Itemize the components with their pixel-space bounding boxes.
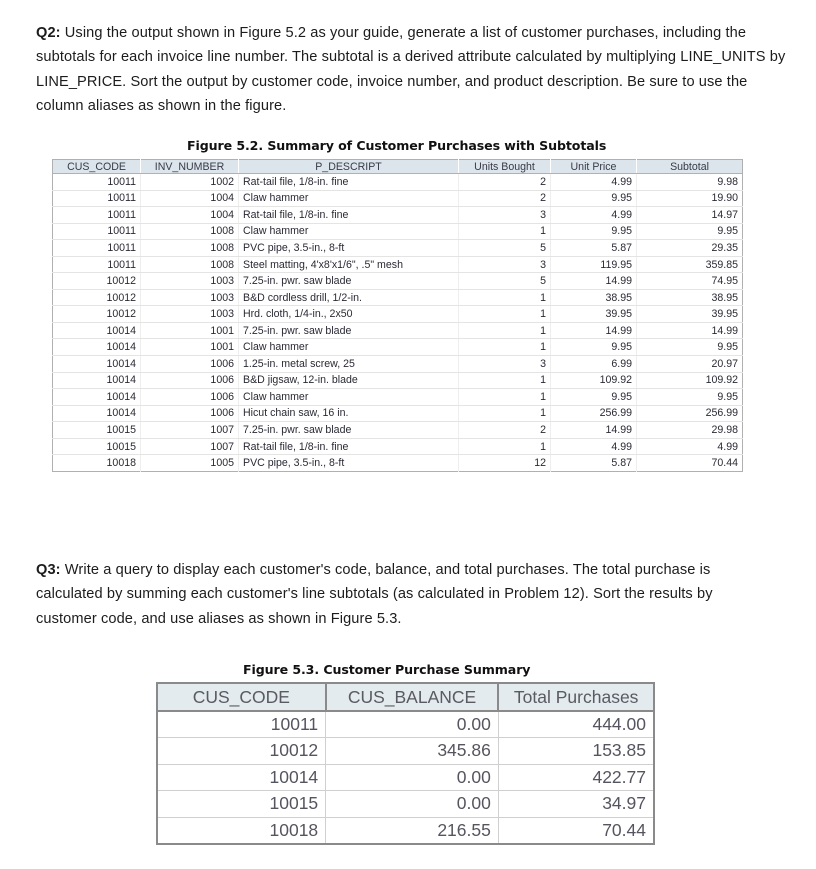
cell-cus-code: 10018 [53,455,141,472]
cell-cus-balance: 0.00 [326,791,499,818]
cell-unit-price: 9.95 [551,190,637,207]
cell-p-descript: Steel matting, 4'x8'x1/6", .5" mesh [239,256,459,273]
cell-p-descript: Hrd. cloth, 1/4-in., 2x50 [239,306,459,323]
column-header-unit-price: Unit Price [551,160,637,174]
cell-subtotal: 256.99 [637,405,743,422]
column-header-units-bought: Units Bought [459,160,551,174]
cell-subtotal: 20.97 [637,356,743,373]
cell-unit-price: 5.87 [551,240,637,257]
cell-unit-price: 6.99 [551,356,637,373]
cell-p-descript: Claw hammer [239,339,459,356]
cell-subtotal: 109.92 [637,372,743,389]
cell-inv-number: 1004 [141,190,239,207]
cell-subtotal: 4.99 [637,438,743,455]
cell-p-descript: 7.25-in. pwr. saw blade [239,273,459,290]
cell-cus-code: 10014 [53,405,141,422]
table-row [53,389,743,406]
cell-inv-number: 1008 [141,240,239,257]
column-header-subtotal: Subtotal [637,160,743,174]
cell-p-descript: B&D jigsaw, 12-in. blade [239,372,459,389]
table-row [53,190,743,207]
cell-cus-code: 10015 [53,438,141,455]
table-row [53,207,743,224]
question-2-paragraph [36,21,786,119]
cell-total-purchases: 34.97 [498,791,654,818]
cell-unit-price: 38.95 [551,289,637,306]
cell-cus-balance: 0.00 [326,764,499,791]
cell-units-bought: 3 [459,356,551,373]
cell-unit-price: 39.95 [551,306,637,323]
cell-units-bought: 2 [459,422,551,439]
cell-subtotal: 9.95 [637,223,743,240]
cell-cus-balance: 0.00 [326,711,499,738]
cell-p-descript: 7.25-in. pwr. saw blade [239,422,459,439]
cell-cus-code: 10011 [53,174,141,191]
cell-inv-number: 1004 [141,207,239,224]
table-row [53,422,743,439]
cell-cus-code: 10011 [53,223,141,240]
cell-unit-price: 14.99 [551,273,637,290]
cell-unit-price: 256.99 [551,405,637,422]
figure-52-caption: Figure 5.2. Summary of Customer Purchases with Subtotals [187,138,607,153]
cell-total-purchases: 153.85 [498,738,654,765]
cell-p-descript: PVC pipe, 3.5-in., 8-ft [239,240,459,257]
cell-unit-price: 14.99 [551,422,637,439]
cell-subtotal: 74.95 [637,273,743,290]
cell-cus-code: 10012 [53,306,141,323]
cell-units-bought: 1 [459,339,551,356]
cell-p-descript: Claw hammer [239,223,459,240]
table-row [53,322,743,339]
cell-subtotal: 19.90 [637,190,743,207]
table-header-row [157,683,654,711]
cell-inv-number: 1006 [141,389,239,406]
cell-cus-code: 10014 [53,322,141,339]
table-row [157,817,654,844]
cell-inv-number: 1002 [141,174,239,191]
cell-inv-number: 1008 [141,256,239,273]
cell-inv-number: 1003 [141,306,239,323]
table-row [53,405,743,422]
table-header-row [53,160,743,174]
cell-p-descript: Rat-tail file, 1/8-in. fine [239,174,459,191]
column-header-total-purchases: Total Purchases [498,683,654,711]
cell-inv-number: 1003 [141,289,239,306]
cell-units-bought: 1 [459,322,551,339]
cell-units-bought: 1 [459,372,551,389]
question-3-label: Q3: [36,561,61,578]
table-row [53,306,743,323]
cell-cus-code: 10014 [53,389,141,406]
cell-subtotal: 39.95 [637,306,743,323]
cell-total-purchases: 444.00 [498,711,654,738]
cell-subtotal: 29.98 [637,422,743,439]
cell-subtotal: 9.98 [637,174,743,191]
cell-unit-price: 9.95 [551,223,637,240]
cell-cus-code: 10018 [157,817,326,844]
cell-unit-price: 109.92 [551,372,637,389]
table-row [53,339,743,356]
cell-p-descript: Claw hammer [239,389,459,406]
cell-unit-price: 9.95 [551,389,637,406]
cell-units-bought: 1 [459,438,551,455]
cell-unit-price: 4.99 [551,174,637,191]
table-row [53,273,743,290]
question-2-label: Q2: [36,24,61,41]
cell-subtotal: 14.97 [637,207,743,224]
cell-unit-price: 5.87 [551,455,637,472]
cell-cus-balance: 216.55 [326,817,499,844]
table-row [53,223,743,240]
cell-cus-code: 10014 [53,339,141,356]
cell-units-bought: 5 [459,240,551,257]
cell-unit-price: 14.99 [551,322,637,339]
cell-unit-price: 9.95 [551,339,637,356]
cell-subtotal: 29.35 [637,240,743,257]
cell-units-bought: 1 [459,306,551,323]
cell-p-descript: PVC pipe, 3.5-in., 8-ft [239,455,459,472]
cell-inv-number: 1007 [141,438,239,455]
column-header-inv-number: INV_NUMBER [141,160,239,174]
column-header-cus-balance: CUS_BALANCE [326,683,499,711]
cell-p-descript: 7.25-in. pwr. saw blade [239,322,459,339]
table-row [53,455,743,472]
figure-53-body [157,711,654,844]
table-row [157,791,654,818]
cell-units-bought: 1 [459,289,551,306]
cell-subtotal: 9.95 [637,389,743,406]
cell-cus-code: 10011 [53,190,141,207]
figure-52-body [53,174,743,472]
cell-p-descript: Rat-tail file, 1/8-in. fine [239,438,459,455]
table-row [157,711,654,738]
cell-inv-number: 1007 [141,422,239,439]
cell-total-purchases: 70.44 [602,819,646,840]
cell-unit-price: 4.99 [551,438,637,455]
cell-units-bought: 1 [459,405,551,422]
table-row [157,738,654,765]
question-2-text: Using the output shown in Figure 5.2 as your guide, generate a list of customer purchases, including the subtotals for each invoice line number. The subtotal is a derived attribute calculated by multiplying LINE_UNITS by LINE_PRICE. Sort the output by customer code, invoice number, and product description. Be sure to use the column aliases as shown in the figure. [36,24,786,115]
cell-p-descript: B&D cordless drill, 1/2-in. [239,289,459,306]
cell-subtotal: 70.44 [711,457,738,470]
cell-unit-price: 4.99 [551,207,637,224]
figure-53-table [156,682,655,845]
table-row [53,372,743,389]
cell-inv-number: 1006 [141,405,239,422]
question-3-paragraph [36,558,776,632]
cell-cus-code: 10011 [53,240,141,257]
cell-units-bought: 3 [459,207,551,224]
cell-cus-balance: 345.86 [326,738,499,765]
cell-inv-number: 1001 [141,322,239,339]
cell-cus-code: 10014 [157,764,326,791]
cell-p-descript: 1.25-in. metal screw, 25 [239,356,459,373]
cell-cus-code: 10011 [53,207,141,224]
cell-unit-price: 119.95 [551,256,637,273]
cell-units-bought: 2 [459,174,551,191]
table-row [53,356,743,373]
cell-total-purchases: 422.77 [498,764,654,791]
cell-inv-number: 1006 [141,356,239,373]
cell-units-bought: 12 [459,455,551,472]
column-header-p-descript: P_DESCRIPT [239,160,459,174]
cell-cus-code: 10014 [53,356,141,373]
cell-cus-code: 10011 [157,711,326,738]
cell-inv-number: 1006 [141,372,239,389]
cell-subtotal: 9.95 [637,339,743,356]
cell-cus-code: 10015 [53,422,141,439]
cell-cus-code: 10012 [53,289,141,306]
cell-subtotal: 38.95 [637,289,743,306]
column-header-cus-code: CUS_CODE [157,683,326,711]
cell-inv-number: 1003 [141,273,239,290]
table-row [53,240,743,257]
cell-units-bought: 2 [459,190,551,207]
cell-p-descript: Rat-tail file, 1/8-in. fine [239,207,459,224]
table-row [53,289,743,306]
cell-cus-code: 10015 [157,791,326,818]
question-3-text: Write a query to display each customer's code, balance, and total purchases. The total purchase is calculated by summing each customer's line subtotals (as calculated in Problem 12). Sort the results by customer code, and use aliases as shown in Figure 5.3. [36,561,713,627]
table-row [53,438,743,455]
cell-inv-number: 1005 [141,455,239,472]
cell-p-descript: Hicut chain saw, 16 in. [239,405,459,422]
cell-cus-code: 10014 [53,372,141,389]
cell-inv-number: 1008 [141,223,239,240]
cell-cus-code: 10012 [53,273,141,290]
column-header-cus-code: CUS_CODE [53,160,141,174]
cell-units-bought: 1 [459,223,551,240]
cell-subtotal: 14.99 [637,322,743,339]
cell-units-bought: 3 [459,256,551,273]
cell-subtotal: 359.85 [637,256,743,273]
figure-52-table [52,159,743,472]
cell-cus-code: 10011 [53,256,141,273]
cell-inv-number: 1001 [141,339,239,356]
cell-units-bought: 1 [459,389,551,406]
figure-53-caption: Figure 5.3. Customer Purchase Summary [243,662,531,677]
cell-p-descript: Claw hammer [239,190,459,207]
table-row [157,764,654,791]
cell-cus-code: 10012 [157,738,326,765]
table-row [53,174,743,191]
cell-units-bought: 5 [459,273,551,290]
table-row [53,256,743,273]
